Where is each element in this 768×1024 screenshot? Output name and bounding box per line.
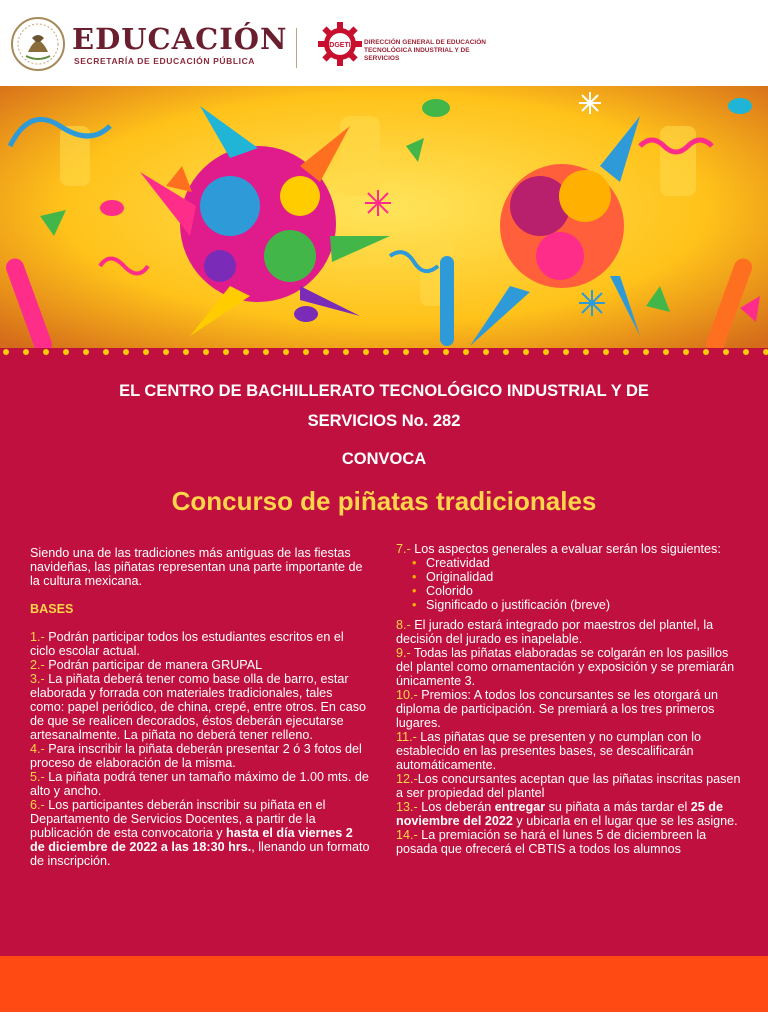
list-item: • Creatividad [412,556,742,570]
list-item: • Colorido [412,584,742,598]
rule-4: 4.- Para inscribir la piñata deberán presentar 2 ó 3 fotos del proceso de elaboración de la misma. [30,742,362,770]
intro-paragraph: Siendo una de las tradiciones más antiguas de las fiestas navideñas, las piñatas representan una parte importante de la cultura mexicana. [30,546,363,588]
convocatoria-body [0,358,768,956]
education-subtitle: SECRETARÍA DE EDUCACIÓN PÚBLICA [74,56,256,66]
mexico-seal-icon [10,16,66,72]
convoca-heading: CONVOCA [341,450,427,468]
pinata-banner-illustration [0,86,768,358]
school-name-line-1: EL CENTRO DE BACHILLERATO TECNOLÓGICO INDUSTRIAL Y DE [119,382,649,400]
rule-14: 14.- La premiación se hará el lunes 5 de diciembreen la posada que ofrecerá el CBTIS a todos los alumnos [396,828,707,856]
school-name-line-2: SERVICIOS No. 282 [307,412,461,430]
candy [100,200,124,216]
rule-1: 1.- Podrán participar todos los estudiantes escritos en el ciclo escolar actual. [30,630,344,658]
svg-text:DGETI: DGETI [329,42,351,49]
header-divider [296,28,297,68]
contest-title: Concurso de piñatas tradicionales [171,486,597,516]
dgeti-logo-icon [318,22,362,66]
school-name [0,376,768,436]
rule-5: 5.- La piñata podrá tener un tamaño máximo de 1.00 mts. de alto y ancho. [30,770,369,798]
rule-13: 13.- Los deberán entregar su piñata a más tardar el 25 de noviembre del 2022 y ubicarla en el lugar que se les asigne. [396,800,738,828]
education-title: EDUCACIÓN [72,22,288,56]
rule-12: 12.-Los concursantes aceptan que las piñatas inscritas pasen a ser propiedad del plantel [396,772,741,800]
rule-6: 6.- Los participantes deberán inscribir su piñata en el Departamento de Servicios Docentes, a partir de la publicación de esta convocatoria y hasta el día viernes 2 de diciembre de 2022 a las 18:30 hrs., llenando un formato de inscripción. [30,798,370,868]
dgeti-text: DIRECCIÓN GENERAL DE EDUCACIÓN TECNOLÓGICA INDUSTRIAL Y DE SERVICIOS [364,39,486,62]
rule-2: 2.- Podrán participar de manera GRUPAL [30,658,263,672]
rule-11: 11.- Las piñatas que se presenten y no cumplan con lo establecido en las presentes bases, se descalificarán automáticamente. [396,730,702,772]
rule-9: 9.- Todas las piñatas elaboradas se colgarán en los pasillos del plantel como ornamentación y exposición y se premiarán únicamente 3. [396,646,735,688]
header [0,0,768,86]
left-column [30,546,370,868]
rule-10: 10.- Premios: A todos los concursantes se les otorgará un diploma de participación. Se premiará a los tres primeros lugares. [396,688,719,730]
aspects-list [396,556,742,612]
rule-3: 3.- La piñata deberá tener como base olla de barro, estar elaborada y forrada con materiales tradicionales, tales como: papel periódico, de china, crepé, entre otros. En caso de que se realicen decorados, éstos deberán ejecutarse artesanalmente. La piñata no deberá tener relleno. [30,672,367,742]
footer-strip [0,956,768,1012]
rule-7: 7.- Los aspectos generales a evaluar serán los siguientes: [396,542,721,556]
rule-8: 8.- El jurado estará integrado por maestros del plantel, la decisión del jurado es inapelable. [396,618,714,646]
list-item: • Significado o justificación (breve) [412,598,742,612]
bases-heading: BASES [30,602,74,616]
list-item: • Originalidad [412,570,742,584]
right-column [396,542,742,856]
